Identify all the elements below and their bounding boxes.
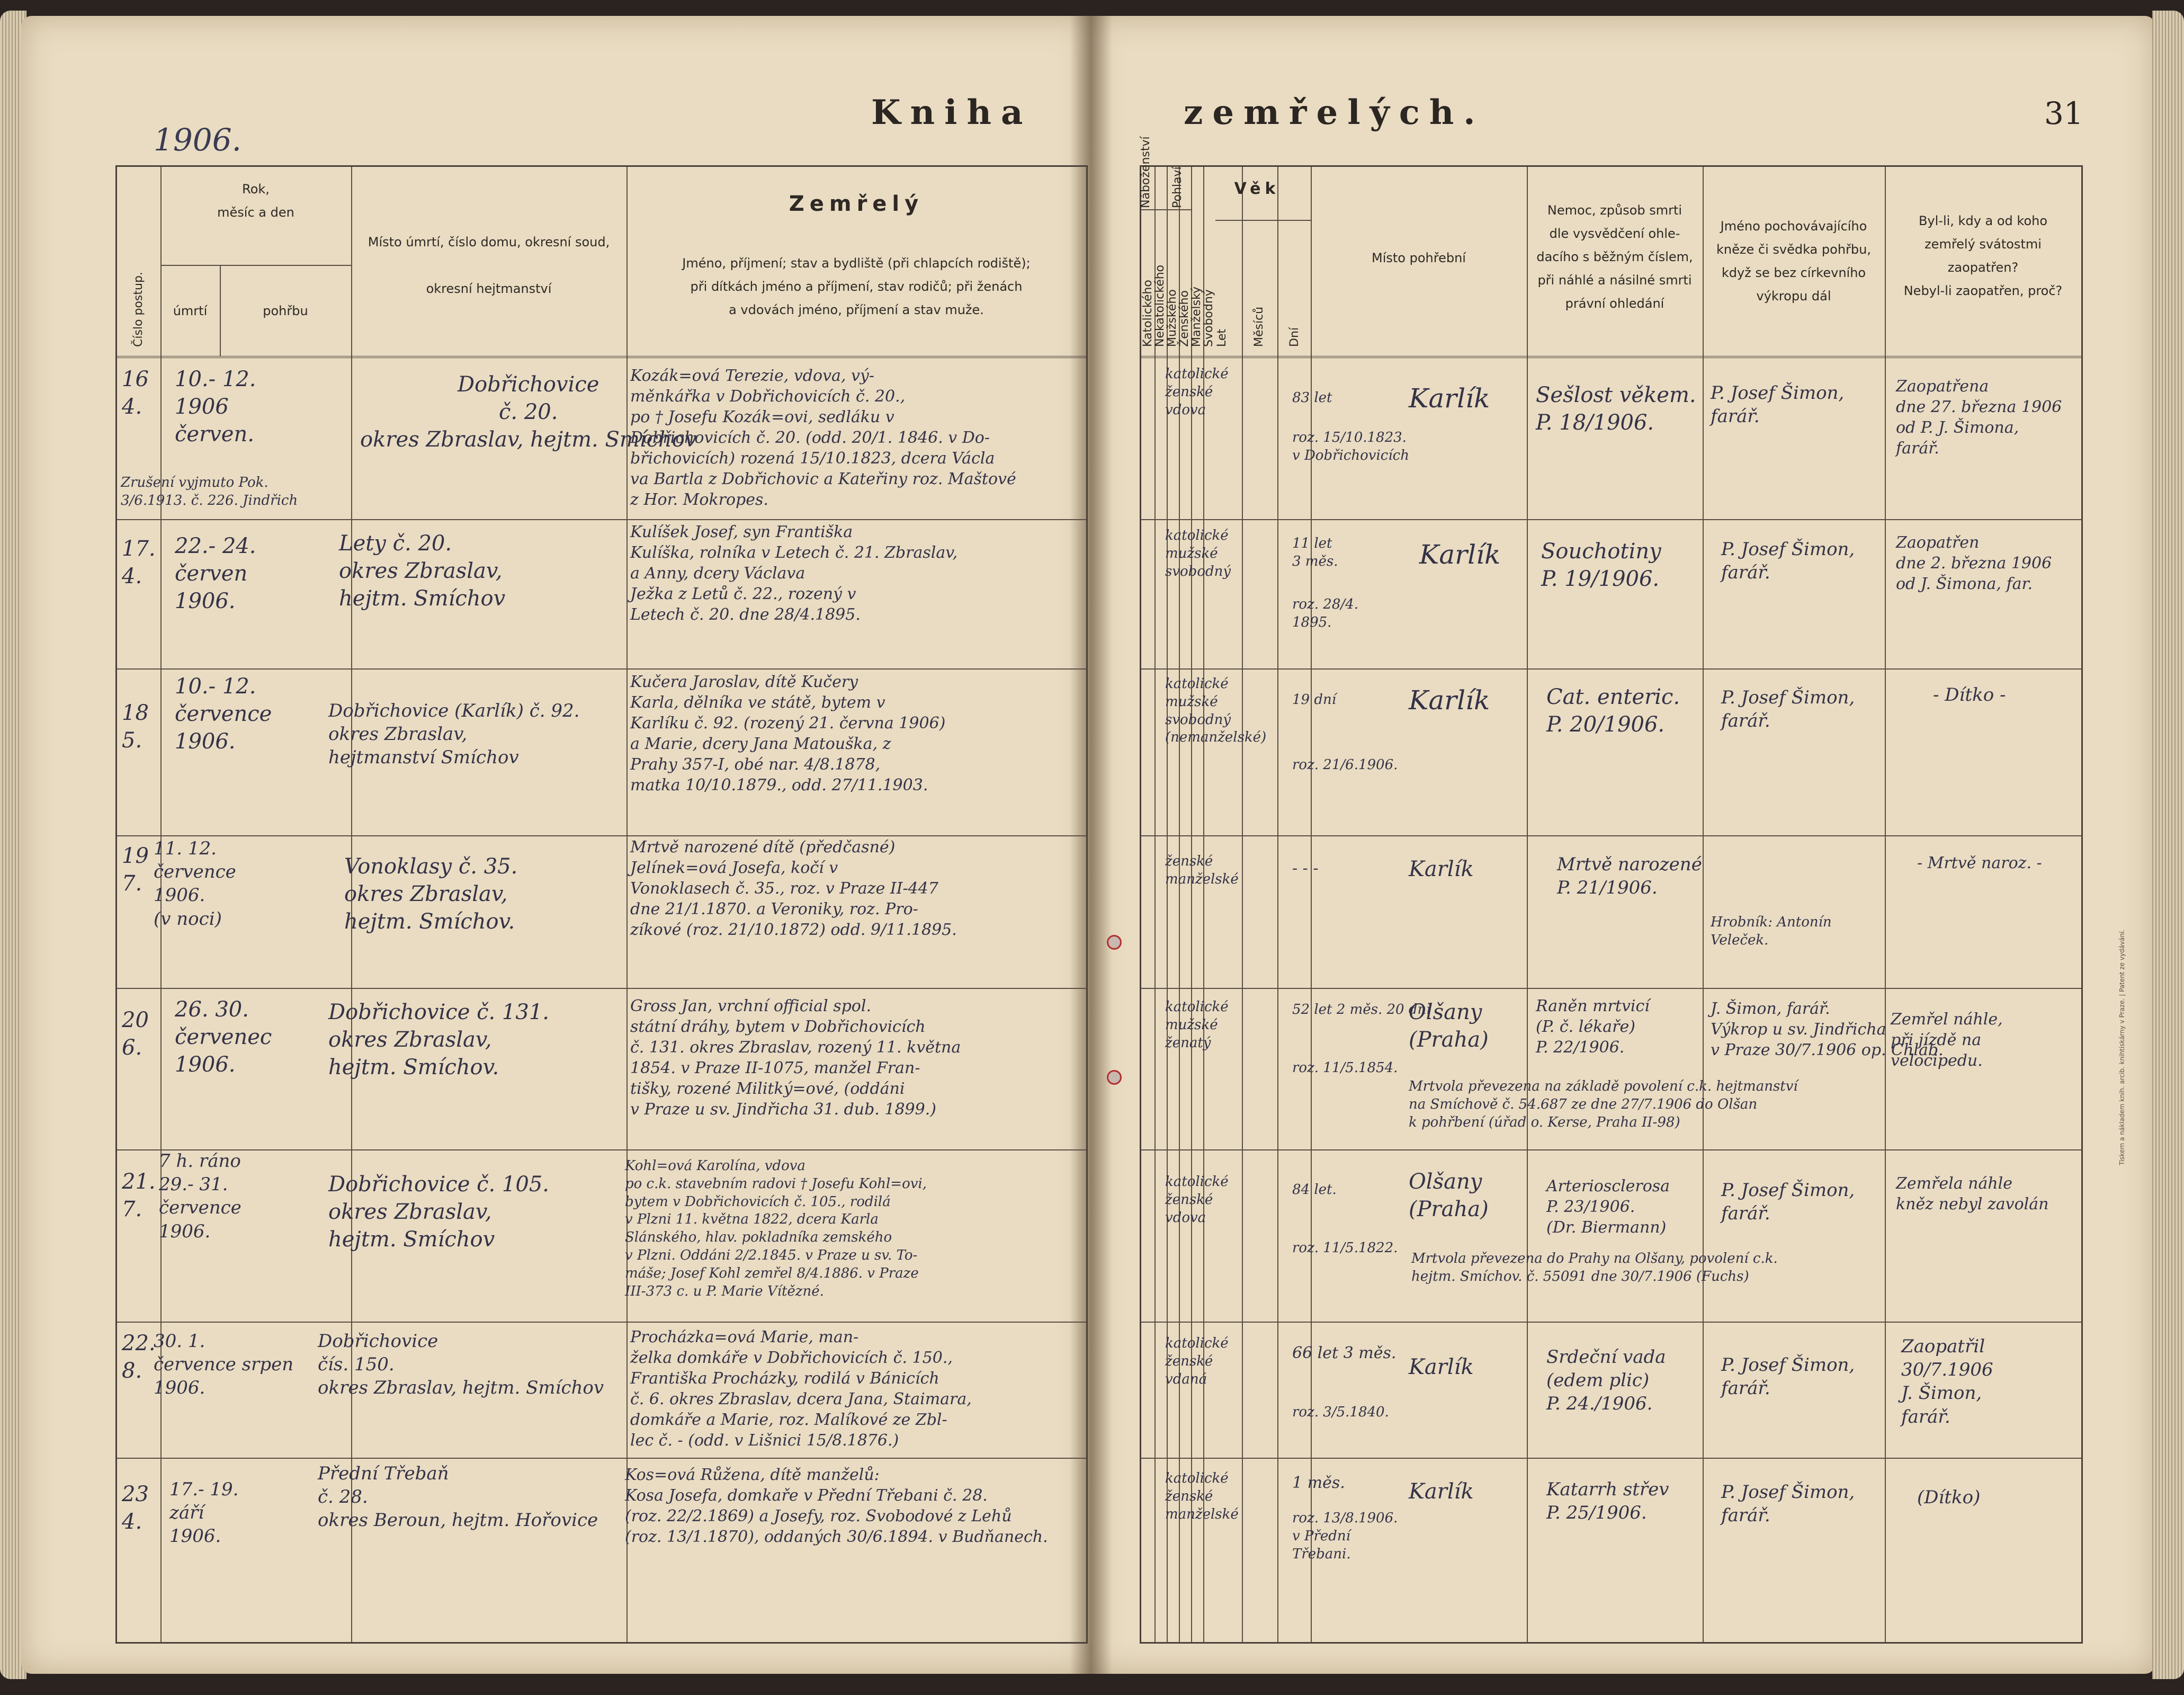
entry-7-sacrament: Zaopatřil 30/7.1906 J. Šimon, farář. [1901, 1336, 1993, 1428]
entry-2-place: Lety č. 20. okres Zbraslav, hejtm. Smíchov [339, 531, 506, 611]
col-header-mesicu: Měsíců [1252, 306, 1266, 347]
entry-6-cause: Arteriosclerosa P. 23/1906. (Dr. Biermann) [1546, 1177, 1670, 1237]
col-header-svatosti: Byl-li, kdy a od koho zemřelý svátostmi zaopatřen? Nebyl-li zaopatřen, proč? [1903, 213, 2063, 298]
col-header-umrti: úmrtí [173, 304, 208, 318]
entry-2-status: katolické mužské svobodný [1165, 528, 1231, 579]
entry-3-age: 19 dní [1292, 692, 1337, 708]
entry-7-status: katolické ženské vdaná [1165, 1335, 1229, 1387]
year-note: 1906. [154, 122, 242, 158]
entry-6-status: katolické ženské vdova [1165, 1174, 1229, 1226]
entry-1-priest: P. Josef Šimon, farář. [1711, 382, 1845, 427]
entry-8-priest: P. Josef Šimon, farář. [1721, 1482, 1855, 1527]
page-edges-right [2152, 11, 2184, 1679]
entry-6-dates: 7 h. ráno 29.- 31. července 1906. [159, 1150, 241, 1242]
entry-4-number: 19 7. [122, 844, 149, 896]
entry-5-cause: Raněn mrtvicí (P. č. lékaře) P. 22/1906. [1536, 997, 1650, 1057]
entry-7-dates: 30. 1. července srpen 1906. [154, 1331, 294, 1399]
entry-6-born: roz. 11/5.1822. [1292, 1240, 1398, 1256]
entry-5-age: 52 let 2 měs. 20 dní [1292, 1002, 1431, 1018]
entry-1-status: katolické ženské vdova [1165, 366, 1229, 418]
entry-3-number: 18 5. [122, 701, 149, 753]
entry-5-transport: Mrtvola převezena na základě povolení c.k. hejtmanství na Smíchově č. 54.687 ze dne 27/7.1906 do Olšan k pohřbení (úřad o. Kerse, Praha II-98) [1409, 1078, 1798, 1130]
entry-3-cause: Cat. enteric. P. 20/1906. [1546, 685, 1680, 737]
entry-5-born: roz. 11/5.1854. [1292, 1060, 1398, 1076]
entry-3-sacrament: - Dítko - [1933, 684, 2006, 706]
entry-1-place: Dobřichovice č. 20. okres Zbraslav, hejtm. Smíchov [360, 372, 697, 452]
entry-4-age: - - - [1292, 859, 1319, 878]
entry-2-deceased: Kulíšek Josef, syn Františka Kulíška, rolníka v Letech č. 21. Zbraslav, a Anny, dcery Václava Ježka z Letů č. 22., rozený v Letech č. 20. dne 28/4.1895. [630, 523, 958, 624]
entry-8-born: roz. 13/8.1906. v Přední Třebani. [1292, 1510, 1398, 1562]
entry-5-sacrament: Zemřel náhle, při jízdě na velocipedu. [1891, 1010, 2003, 1070]
col-header-knez: Jméno pochovávajícího kněze či svědka pohřbu, když se bez církevního výkropu dál [1716, 219, 1871, 304]
binding-stitch [1107, 1070, 1122, 1085]
col-header-dni: Dní [1288, 327, 1301, 347]
col-header-rok: Rok, měsíc a den [217, 182, 294, 220]
entry-7-born: roz. 3/5.1840. [1292, 1404, 1389, 1420]
col-header-pohlavi: Pohlaví [1171, 166, 1184, 208]
entry-3-deceased: Kučera Jaroslav, dítě Kučery Karla, dělníka ve státě, bytem v Karlíku č. 92. (rozený 21. června 1906) a Marie, dcery Jana Matouška, z Prahy 357-I, obé nar. 4/8.1878, matka 10/10.1879., odd. 27/11.1903. [630, 673, 946, 795]
entry-7-priest: P. Josef Šimon, farář. [1721, 1354, 1855, 1399]
entry-2-sacrament: Zaopatřen dne 2. března 1906 od J. Šimona, far. [1896, 533, 2052, 593]
entry-4-priest: Hrobník: Antonín Veleček. [1711, 914, 1832, 948]
col-header-svobodny: Svobodný [1202, 289, 1215, 347]
entry-1-born: roz. 15/10.1823. v Dobřichovicích [1292, 430, 1409, 463]
entry-8-deceased: Kos=ová Růžena, dítě manželů: Kosa Josefa, domkaře v Přední Třebani č. 28. (roz. 22/2.1869) a Josefy, roz. Svobodové z Lehů (roz. 13/1.1870), oddaných 30/6.1894. v Budňanech. [625, 1466, 1048, 1546]
entry-4-status: ženské manželské [1165, 853, 1239, 887]
entry-2-age: 11 let 3 měs. [1292, 536, 1338, 569]
entry-3-dates: 10.- 12. července 1906. [175, 674, 272, 754]
entry-6-burial: Olšany (Praha) [1409, 1170, 1489, 1221]
entry-7-deceased: Procházka=ová Marie, man- želka domkáře v Dobřichovicích č. 150., Františka Procházky, rodilá v Bánicích č. 6. okres Zbraslav, dcera Jana, Staimara, domkáře a Marie, roz. Malíkové ze Zbl- lec č. - (odd. v Lišnici 15/8.1876.) [630, 1328, 972, 1450]
header-title-left: Kniha [871, 93, 1033, 132]
entry-4-deceased: Mrtvě narozené dítě (předčasné) Jelínek=ová Josefa, kočí v Vonoklasech č. 35., roz. v Praze II-447 dne 21/1.1870. a Veroniky, roz. Pro- zíkové (roz. 21/10.1872) odd. 9/11.1895. [630, 838, 957, 939]
entry-6-transport: Mrtvola převezena do Prahy na Olšany, povolení c.k. hejtm. Smíchov. č. 55091 dne 30/7.1906 (Fuchs) [1411, 1251, 1778, 1284]
entry-3-priest: P. Josef Šimon, farář. [1721, 687, 1855, 732]
entry-7-burial: Karlík [1409, 1355, 1474, 1379]
entry-8-number: 23 4. [122, 1482, 149, 1534]
col-header-nabozenstvi: Náboženství [1139, 136, 1152, 208]
entry-7-place: Dobřichovice čís. 150. okres Zbraslav, hejtm. Smíchov [318, 1331, 604, 1399]
col-header-nemoc: Nemoc, způsob smrti dle vysvědčení ohle- dacího s běžným číslem, při náhlé a násilné smrti právní ohledání [1536, 203, 1693, 311]
entry-2-burial: Karlík [1419, 539, 1501, 570]
entry-2-priest: P. Josef Šimon, farář. [1721, 539, 1855, 584]
entry-4-place: Vonoklasy č. 35. okres Zbraslav, hejtm. Smíchov. [344, 854, 518, 934]
binding-stitch [1107, 935, 1122, 950]
col-header-let: Let [1215, 328, 1229, 347]
entry-3-burial: Karlík [1409, 685, 1490, 716]
entry-7-age: 66 let 3 měs. [1292, 1344, 1397, 1362]
entry-8-burial: Karlík [1409, 1479, 1474, 1504]
printer-note: Tiskem a nákladem knih. arcib. knihtiskárny v Praze. | Patent ze vydávání. [2118, 929, 2126, 1165]
entry-8-age: 1 měs. [1292, 1474, 1345, 1492]
entry-6-priest: P. Josef Šimon, farář. [1721, 1180, 1855, 1225]
entry-8-status: katolické ženské manželské [1165, 1470, 1239, 1522]
entry-4-sacrament: - Mrtvě naroz. - [1917, 854, 2042, 872]
col-header-cislo: Číslo postup. [132, 272, 145, 347]
entry-2-number: 17. 4. [122, 537, 156, 588]
col-header-zemrely-desc: Jméno, příjmení; stav a bydliště (při chlapcích rodiště); při dítkách jméno a příjmení, stav rodičů; při ženách a vdovách jméno, příjmení a stav muže. [682, 256, 1031, 317]
col-header-vek: Věk [1234, 180, 1280, 198]
entry-4-cause: Mrtvě narozené P. 21/1906. [1557, 854, 1702, 899]
entry-6-number: 21. 7. [122, 1170, 156, 1221]
entry-6-place: Dobřichovice č. 105. okres Zbraslav, hejtm. Smíchov [328, 1172, 549, 1252]
entry-3-born: roz. 21/6.1906. [1292, 757, 1398, 773]
entry-7-number: 22. 8. [122, 1331, 156, 1383]
col-header-muzskeho: Mužského [1166, 289, 1179, 347]
col-header-katolicke: Katolického [1141, 280, 1154, 347]
entry-6-deceased: Kohl=ová Karolína, vdova po c.k. stavebním radovi † Josefu Kohl=ovi, bytem v Dobřichovicích č. 105., rodilá v Plzni 11. května 1822, dcera Karla Slánského, hlav. pokladníka zemského v Plzni. Oddáni 2/2.1845. v Praze u sv. To- máše; Josef Kohl zemřel 8/4.1886. v Praze III-373 c. u P. Marie Vítězné. [625, 1158, 927, 1299]
entry-2-cause: Souchotiny P. 19/1906. [1541, 539, 1661, 591]
col-header-nekatolicke: Nekatolického [1153, 264, 1167, 347]
entry-5-priest: J. Šimon, farář. Výkrop u sv. Jindřicha v Praze 30/7.1906 op. Chláb. [1711, 1000, 1944, 1059]
entry-1-note: Zrušení vyjmuto Pok. 3/6.1913. č. 226. Jindřich [121, 475, 298, 508]
col-header-pohrbu: pohřbu [263, 304, 308, 318]
entry-5-dates: 26. 30. červenec 1906. [175, 997, 272, 1077]
entry-5-burial: Olšany (Praha) [1409, 1000, 1489, 1052]
entry-8-sacrament: (Dítko) [1917, 1487, 1981, 1508]
page-number: 31 [2044, 95, 2083, 131]
col-header-misto-umrti: Místo úmrtí, číslo domu, okresní soud, okresní hejtmanství [368, 235, 610, 296]
entry-6-age: 84 let. [1292, 1182, 1337, 1198]
entry-5-status: katolické mužské ženatý [1165, 999, 1229, 1051]
entry-4-dates: 11. 12. července 1906. (v noci) [154, 838, 236, 930]
entry-2-dates: 22.- 24. červen 1906. [175, 534, 256, 613]
entry-4-burial: Karlík [1409, 857, 1474, 881]
entry-5-number: 20 6. [122, 1008, 149, 1060]
entry-5-deceased: Gross Jan, vrchní official spol. státní dráhy, bytem v Dobřichovicích č. 131. okres Zbraslav, rozený 11. května 1854. v Praze II-1075, manžel Fran- tišky, rozené Militký=ové, (oddáni v Praze u sv. Jindřicha 31. dub. 1899.) [630, 997, 961, 1119]
col-header-zenskeho: Ženského [1178, 290, 1191, 347]
header-title-right: zemřelých. [1184, 93, 1485, 132]
entry-1-sacrament: Zaopatřena dne 27. března 1906 od P. J. Šimona, farář. [1896, 377, 2062, 458]
col-header-manzelsky: Manželský [1190, 286, 1203, 347]
entry-5-place: Dobřichovice č. 131. okres Zbraslav, hejtm. Smíchov. [328, 1000, 549, 1080]
entry-8-dates: 17.- 19. září 1906. [169, 1479, 239, 1547]
entry-7-cause: Srdeční vada (edem plic) P. 24./1906. [1546, 1346, 1666, 1415]
entry-1-cause: Sešlost věkem. P. 18/1906. [1536, 383, 1696, 435]
entry-1-deceased: Kozák=ová Terezie, vdova, vý- měnkářka v Dobřichovicích č. 20., po † Josefu Kozák=ovi, sedláku v Dobřichovicích č. 20. (odd. 20/1. 1846. v Do- břichovicích) rozená 15/10.1823, dcera Václa va Bartla z Dobřichovic a Kateřiny roz. Maštové z Hor. Mokropes. [630, 367, 1016, 509]
col-header-misto-pohrbu: Místo pohřební [1372, 251, 1466, 265]
entry-1-number: 16 4. [122, 367, 149, 419]
col-header-zemrely: Zemřelý [789, 192, 924, 216]
entry-1-age: 83 let [1292, 390, 1332, 406]
entry-8-place: Přední Třebaň č. 28. okres Beroun, hejtm. Hořovice [318, 1463, 598, 1531]
entry-1-burial: Karlík [1409, 383, 1490, 414]
entry-3-place: Dobřichovice (Karlík) č. 92. okres Zbraslav, hejtmanství Smíchov [328, 700, 580, 769]
entry-3-status: katolické mužské svobodný (nemanželské) [1165, 676, 1267, 746]
entry-2-born: roz. 28/4. 1895. [1292, 596, 1358, 630]
entry-6-sacrament: Zemřela náhle kněz nebyl zavolán [1896, 1174, 2049, 1214]
entry-1-dates: 10.- 12. 1906 červen. [175, 367, 256, 447]
entry-8-cause: Katarrh střev P. 25/1906. [1546, 1479, 1669, 1524]
